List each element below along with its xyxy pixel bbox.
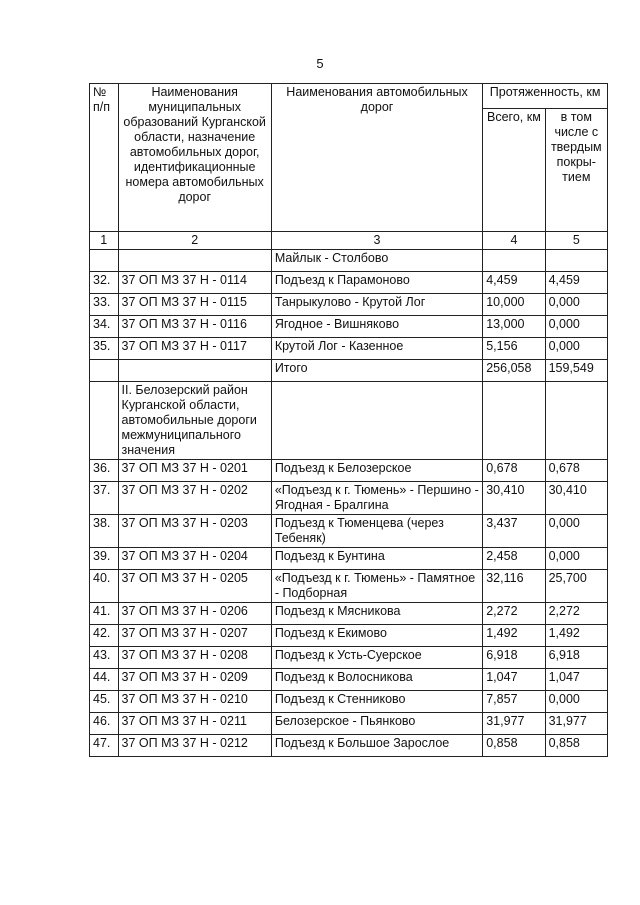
- length-hard-surface: 0,000: [545, 515, 607, 548]
- length-total: 256,058: [483, 360, 545, 382]
- row-number: [90, 360, 119, 382]
- row-number: 43.: [90, 647, 119, 669]
- header-row: [90, 84, 608, 109]
- road-name: «Подъезд к г. Тюмень» - Памятное - Подборная: [271, 570, 482, 603]
- header-municipality: Наименования муниципальных образований Курганской области, назначение автомобильных дорог, идентификационные номера автомобильных дорог: [118, 84, 271, 232]
- row-number: 37.: [90, 482, 119, 515]
- road-identifier: 37 ОП МЗ 37 Н - 0210: [118, 691, 271, 713]
- length-total: 0,858: [483, 735, 545, 757]
- column-number: 3: [271, 232, 482, 250]
- row-number: 40.: [90, 570, 119, 603]
- length-hard-surface: 159,549: [545, 360, 607, 382]
- table-row: [90, 338, 608, 360]
- column-number: 5: [545, 232, 607, 250]
- road-identifier: 37 ОП МЗ 37 Н - 0208: [118, 647, 271, 669]
- page-number: 5: [316, 56, 324, 71]
- row-number: [90, 250, 119, 272]
- road-name: Подъезд к Тюменцева (через Тебеняк): [271, 515, 482, 548]
- road-identifier: 37 ОП МЗ 37 Н - 0211: [118, 713, 271, 735]
- length-total: 1,492: [483, 625, 545, 647]
- road-name: Подъезд к Мясникова: [271, 603, 482, 625]
- road-name: Белозерское - Пьянково: [271, 713, 482, 735]
- length-total: 32,116: [483, 570, 545, 603]
- length-hard-surface: 30,410: [545, 482, 607, 515]
- length-total: 1,047: [483, 669, 545, 691]
- road-name: Майлык - Столбово: [271, 250, 482, 272]
- length-hard-surface: 0,000: [545, 316, 607, 338]
- length-hard-surface: 1,492: [545, 625, 607, 647]
- length-total: 2,458: [483, 548, 545, 570]
- road-name: Подъезд к Екимово: [271, 625, 482, 647]
- road-identifier: 37 ОП МЗ 37 Н - 0212: [118, 735, 271, 757]
- row-number: 35.: [90, 338, 119, 360]
- table-row: [90, 272, 608, 294]
- header-length-group: Протяженность, км: [483, 84, 608, 109]
- road-identifier: [118, 250, 271, 272]
- road-identifier: 37 ОП МЗ 37 Н - 0117: [118, 338, 271, 360]
- table-row: [90, 570, 608, 603]
- row-number: 39.: [90, 548, 119, 570]
- length-hard-surface: [545, 382, 607, 460]
- road-identifier: 37 ОП МЗ 37 Н - 0115: [118, 294, 271, 316]
- length-hard-surface: 25,700: [545, 570, 607, 603]
- column-number: 2: [118, 232, 271, 250]
- length-hard-surface: 0,858: [545, 735, 607, 757]
- road-name: Ягодное - Вишняково: [271, 316, 482, 338]
- table-row: [90, 669, 608, 691]
- road-name: Подъезд к Волосникова: [271, 669, 482, 691]
- header-total-km: Всего, км: [483, 109, 545, 232]
- row-number: 34.: [90, 316, 119, 338]
- road-name: Танрыкулово - Крутой Лог: [271, 294, 482, 316]
- row-number: 33.: [90, 294, 119, 316]
- table-row: [90, 691, 608, 713]
- row-number: 36.: [90, 460, 119, 482]
- row-number: 42.: [90, 625, 119, 647]
- row-number: 44.: [90, 669, 119, 691]
- length-total: [483, 382, 545, 460]
- table-row: [90, 515, 608, 548]
- road-identifier: [118, 360, 271, 382]
- length-total: 7,857: [483, 691, 545, 713]
- table-row: [90, 382, 608, 460]
- header-road-name: Наименования автомобильных дорог: [271, 84, 482, 232]
- table-body: [90, 250, 608, 757]
- length-hard-surface: 0,678: [545, 460, 607, 482]
- road-name: Крутой Лог - Казенное: [271, 338, 482, 360]
- road-name: Подъезд к Стенниково: [271, 691, 482, 713]
- table-row: [90, 482, 608, 515]
- table-row: [90, 735, 608, 757]
- road-name: Подъезд к Большое Зарослое: [271, 735, 482, 757]
- table-row: [90, 647, 608, 669]
- header-hard-surface: в том числе с твердым покры-тием: [545, 109, 607, 232]
- road-name: Подъезд к Бунтина: [271, 548, 482, 570]
- length-total: 2,272: [483, 603, 545, 625]
- length-hard-surface: 1,047: [545, 669, 607, 691]
- length-hard-surface: 2,272: [545, 603, 607, 625]
- table-row: [90, 460, 608, 482]
- header-number: № п/п: [90, 84, 119, 232]
- length-total: 3,437: [483, 515, 545, 548]
- length-hard-surface: 4,459: [545, 272, 607, 294]
- road-identifier: 37 ОП МЗ 37 Н - 0204: [118, 548, 271, 570]
- column-number: 4: [483, 232, 545, 250]
- length-total: [483, 250, 545, 272]
- road-identifier: 37 ОП МЗ 37 Н - 0205: [118, 570, 271, 603]
- table-row: [90, 625, 608, 647]
- road-identifier: 37 ОП МЗ 37 Н - 0207: [118, 625, 271, 647]
- road-identifier: 37 ОП МЗ 37 Н - 0116: [118, 316, 271, 338]
- road-identifier: 37 ОП МЗ 37 Н - 0201: [118, 460, 271, 482]
- table-row: [90, 294, 608, 316]
- road-name: Подъезд к Белозерское: [271, 460, 482, 482]
- road-name: Итого: [271, 360, 482, 382]
- row-number: 38.: [90, 515, 119, 548]
- road-name: [271, 382, 482, 460]
- table-row: [90, 603, 608, 625]
- length-hard-surface: 0,000: [545, 294, 607, 316]
- length-total: 5,156: [483, 338, 545, 360]
- length-hard-surface: 0,000: [545, 338, 607, 360]
- road-identifier: 37 ОП МЗ 37 Н - 0209: [118, 669, 271, 691]
- column-number: 1: [90, 232, 119, 250]
- length-total: 30,410: [483, 482, 545, 515]
- road-name: Подъезд к Усть-Суерское: [271, 647, 482, 669]
- road-identifier: 37 ОП МЗ 37 Н - 0114: [118, 272, 271, 294]
- table-row: [90, 360, 608, 382]
- length-hard-surface: [545, 250, 607, 272]
- road-name: «Подъезд к г. Тюмень» - Першино - Ягодная - Бралгина: [271, 482, 482, 515]
- road-identifier: 37 ОП МЗ 37 Н - 0203: [118, 515, 271, 548]
- table-row: [90, 548, 608, 570]
- road-identifier: 37 ОП МЗ 37 Н - 0206: [118, 603, 271, 625]
- table-row: [90, 316, 608, 338]
- row-number: 41.: [90, 603, 119, 625]
- length-hard-surface: 0,000: [545, 548, 607, 570]
- road-identifier: 37 ОП МЗ 37 Н - 0202: [118, 482, 271, 515]
- length-hard-surface: 31,977: [545, 713, 607, 735]
- length-total: 6,918: [483, 647, 545, 669]
- length-total: 0,678: [483, 460, 545, 482]
- row-number: 45.: [90, 691, 119, 713]
- row-number: 32.: [90, 272, 119, 294]
- row-number: 47.: [90, 735, 119, 757]
- length-total: 31,977: [483, 713, 545, 735]
- length-total: 4,459: [483, 272, 545, 294]
- column-numbers-row: [90, 232, 608, 250]
- length-total: 13,000: [483, 316, 545, 338]
- road-identifier: II. Белозерский район Курганской области, автомобильные дороги межмуниципального значения: [118, 382, 271, 460]
- table-row: [90, 250, 608, 272]
- row-number: [90, 382, 119, 460]
- length-total: 10,000: [483, 294, 545, 316]
- roads-table: [89, 83, 608, 757]
- row-number: 46.: [90, 713, 119, 735]
- length-hard-surface: 0,000: [545, 691, 607, 713]
- length-hard-surface: 6,918: [545, 647, 607, 669]
- table-row: [90, 713, 608, 735]
- road-name: Подъезд к Парамоново: [271, 272, 482, 294]
